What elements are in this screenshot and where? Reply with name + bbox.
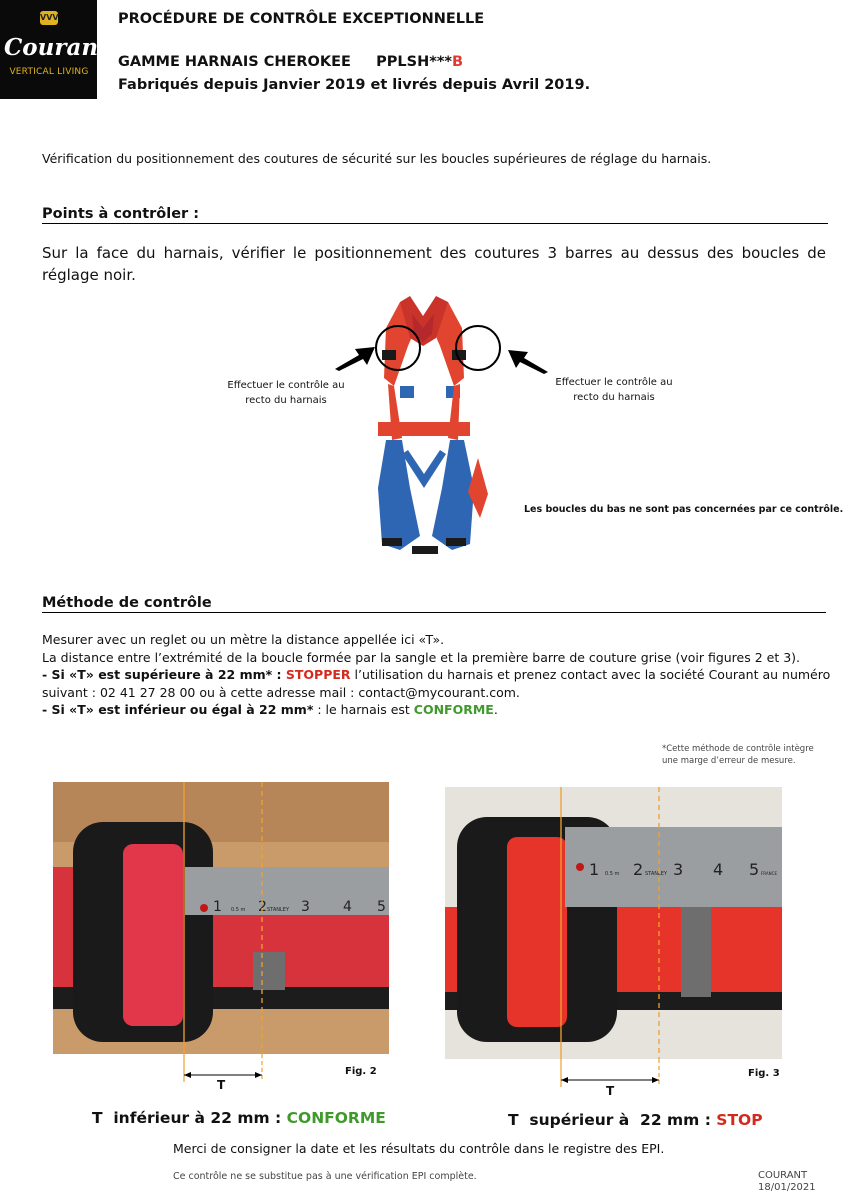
case1-action: STOPPER xyxy=(285,667,351,683)
fig3-ruler-small: 0.5 m xyxy=(605,871,620,877)
logo-badge-icon: VVV xyxy=(40,11,58,25)
logo-brand: Courant xyxy=(4,34,109,61)
signature-company: COURANT xyxy=(758,1170,808,1181)
control-note-right: Effectuer le contrôle au recto du harnais xyxy=(555,377,673,403)
control-note-left: Effectuer le contrôle au recto du harnais xyxy=(227,380,345,406)
svg-text:1: 1 xyxy=(589,860,600,879)
fig2-ruler-small: 0.5 m xyxy=(231,907,246,913)
fig3-ruler-brand: STANLEY xyxy=(645,871,667,877)
figure-2-photo xyxy=(53,782,389,1054)
fig2-ruler-brand: STANLEY xyxy=(267,907,289,913)
fig3-ruler-origin: FRANCE xyxy=(761,871,777,876)
result-stop xyxy=(508,1111,763,1129)
case2-prefix: - Si «T» est inférieur ou égal à 22 mm* xyxy=(42,702,314,718)
figure-3-photo xyxy=(445,787,782,1059)
svg-text:3: 3 xyxy=(673,860,684,879)
svg-text:5: 5 xyxy=(377,899,386,915)
result1-prefix: T inférieur à 22 mm : xyxy=(92,1109,287,1127)
range-suffix: B xyxy=(451,54,464,70)
result2-status: STOP xyxy=(716,1111,763,1129)
range-prefix: GAMME HARNAIS CHEROKEE PPLSH*** xyxy=(118,54,452,70)
footnote-line-1: *Cette méthode de contrôle intègre xyxy=(662,744,814,754)
signature-date: 18/01/2021 xyxy=(758,1182,816,1193)
case1-text: l’utilisation du harnais et prenez contact avec la société Courant au numéro suivant : 02 41 27 28 00 ou à cette adresse mail : contact@mycourant.com. xyxy=(42,667,831,700)
result2-prefix: T supérieur à 22 mm : xyxy=(508,1111,717,1129)
figure-3-t-label: T xyxy=(606,1084,615,1098)
result-conforme xyxy=(92,1109,386,1127)
footnote xyxy=(662,743,814,767)
page-title: PROCÉDURE DE CONTRÔLE EXCEPTIONNELLE xyxy=(118,11,485,27)
right-arrow-icon xyxy=(508,346,550,374)
svg-text:2: 2 xyxy=(633,860,644,879)
method-line-1: Mesurer avec un reglet ou un mètre la distance appellée ici «T». xyxy=(42,632,445,647)
product-range xyxy=(118,54,463,70)
case2-text: : le harnais est xyxy=(313,702,414,718)
svg-text:4: 4 xyxy=(713,860,724,879)
figure-2-label: Fig. 2 xyxy=(345,1066,377,1077)
case2-action: CONFORME xyxy=(413,702,494,718)
method-case-stop xyxy=(42,666,832,701)
svg-text:2: 2 xyxy=(258,899,267,915)
manufacture-dates: Fabriqués depuis Janvier 2019 et livrés depuis Avril 2019. xyxy=(118,77,591,93)
left-arrow-icon xyxy=(333,343,377,371)
method-heading: Méthode de contrôle xyxy=(42,595,826,613)
svg-text:5: 5 xyxy=(749,860,760,879)
points-heading: Points à contrôler : xyxy=(42,206,828,224)
method-case-ok xyxy=(42,701,832,719)
points-text: Sur la face du harnais, vérifier le positionnement des coutures 3 barres au dessus des boucles de réglage noir. xyxy=(42,244,826,284)
figure-2-t-label: T xyxy=(217,1078,226,1092)
footnote-line-2: une marge d’erreur de mesure. xyxy=(662,756,796,766)
case2-end: . xyxy=(493,702,498,718)
figure-3-label: Fig. 3 xyxy=(748,1068,780,1079)
logo-tagline: VERTICAL LIVING xyxy=(9,67,89,77)
svg-text:4: 4 xyxy=(343,899,352,915)
result1-status: CONFORME xyxy=(286,1109,386,1127)
signature-block xyxy=(758,1170,816,1194)
harness-illustration xyxy=(328,288,518,578)
disclaimer-text: Ce contrôle ne se substitue pas à une vérification EPI complète. xyxy=(173,1171,477,1182)
thanks-text: Merci de consigner la date et les résultats du contrôle dans le registre des EPI. xyxy=(173,1141,665,1156)
svg-text:3: 3 xyxy=(301,899,310,915)
case1-prefix: - Si «T» est supérieure à 22 mm* : xyxy=(42,667,286,683)
method-text xyxy=(42,631,832,719)
lower-buckles-note: Les boucles du bas ne sont pas concernées par ce contrôle. xyxy=(524,504,844,515)
intro-text: Vérification du positionnement des coutures de sécurité sur les boucles supérieures de réglage du harnais. xyxy=(42,151,712,166)
method-line-2: La distance entre l’extrémité de la boucle formée par la sangle et la première barre de couture grise (voir figures 2 et 3). xyxy=(42,649,801,665)
svg-text:1: 1 xyxy=(213,899,222,915)
